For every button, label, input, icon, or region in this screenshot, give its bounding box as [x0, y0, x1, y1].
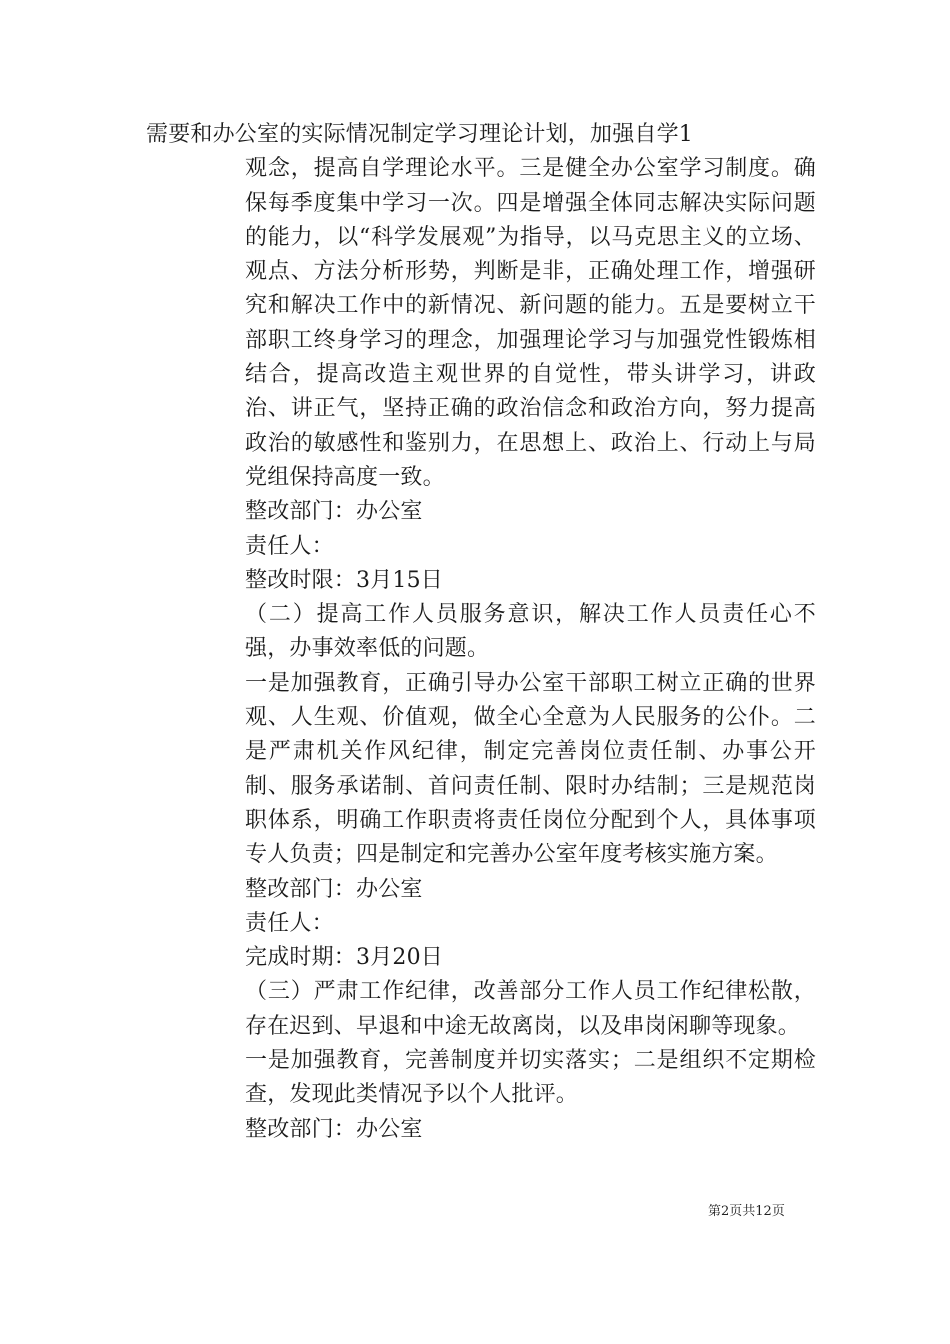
rectify-dept-2: 整改部门：办公室: [245, 876, 423, 902]
rectify-dept-3: 整改部门：办公室: [245, 1116, 423, 1142]
rectify-dept-1: 整改部门：办公室: [245, 499, 423, 525]
paragraph-study-measures: 观念，提高自学理论水平。三是健全办公室学习制度。确保每季度集中学习一次。四是增强全体同志解决实际问题的能力，以“科学发展观”为指导，以马克思主义的立场、观点、方法分析形势，判断是非，正确处理工作，增强研究和解决工作中的新情况、新问题的能力。五是要树立干部职工终身学习的理念，加强理论学习与加强党性锻炼相结合，提高改造主观世界的自觉性，带头讲学习，讲政治、讲正气，坚持正确的政治信念和政治方向，努力提高政治的敏感性和鉴别力，在思想上、政治上、行动上与局党组保持高度一致。: [245, 156, 816, 490]
deadline-1: 整改时限：3月15日: [245, 567, 443, 593]
page-number-footer: 第2页共12页: [708, 1204, 785, 1219]
responsible-person-2: 责任人：: [245, 910, 334, 936]
paragraph-service-measures: 一是加强教育，正确引导办公室干部职工树立正确的世界观、人生观、价值观，做全心全意为人民服务的公仆。二是严肃机关作风纪律，制定完善岗位责任制、办事公开制、服务承诺制、首问责任制、限时办结制；三是规范岗职体系，明确工作职责将责任岗位分配到个人，具体事项专人负责；四是制定和完善办公室年度考核实施方案。: [245, 670, 816, 868]
document-body: [146, 118, 816, 1147]
responsible-person-1: 责任人：: [245, 533, 334, 559]
paragraph-discipline-measures: 一是加强教育，完善制度并切实落实；二是组织不定期检查，发现此类情况予以个人批评。: [245, 1048, 816, 1108]
section-heading-2: （二）提高工作人员服务意识，解决工作人员责任心不强，办事效率低的问题。: [245, 602, 816, 662]
deadline-2: 完成时期：3月20日: [245, 945, 443, 971]
section-heading-3: （三）严肃工作纪律，改善部分工作人员工作纪律松散，存在迟到、早退和中途无故离岗，以及串岗闲聊等现象。: [245, 979, 816, 1039]
paragraph-continuation: 需要和办公室的实际情况制定学习理论计划，加强自学1: [146, 122, 693, 147]
